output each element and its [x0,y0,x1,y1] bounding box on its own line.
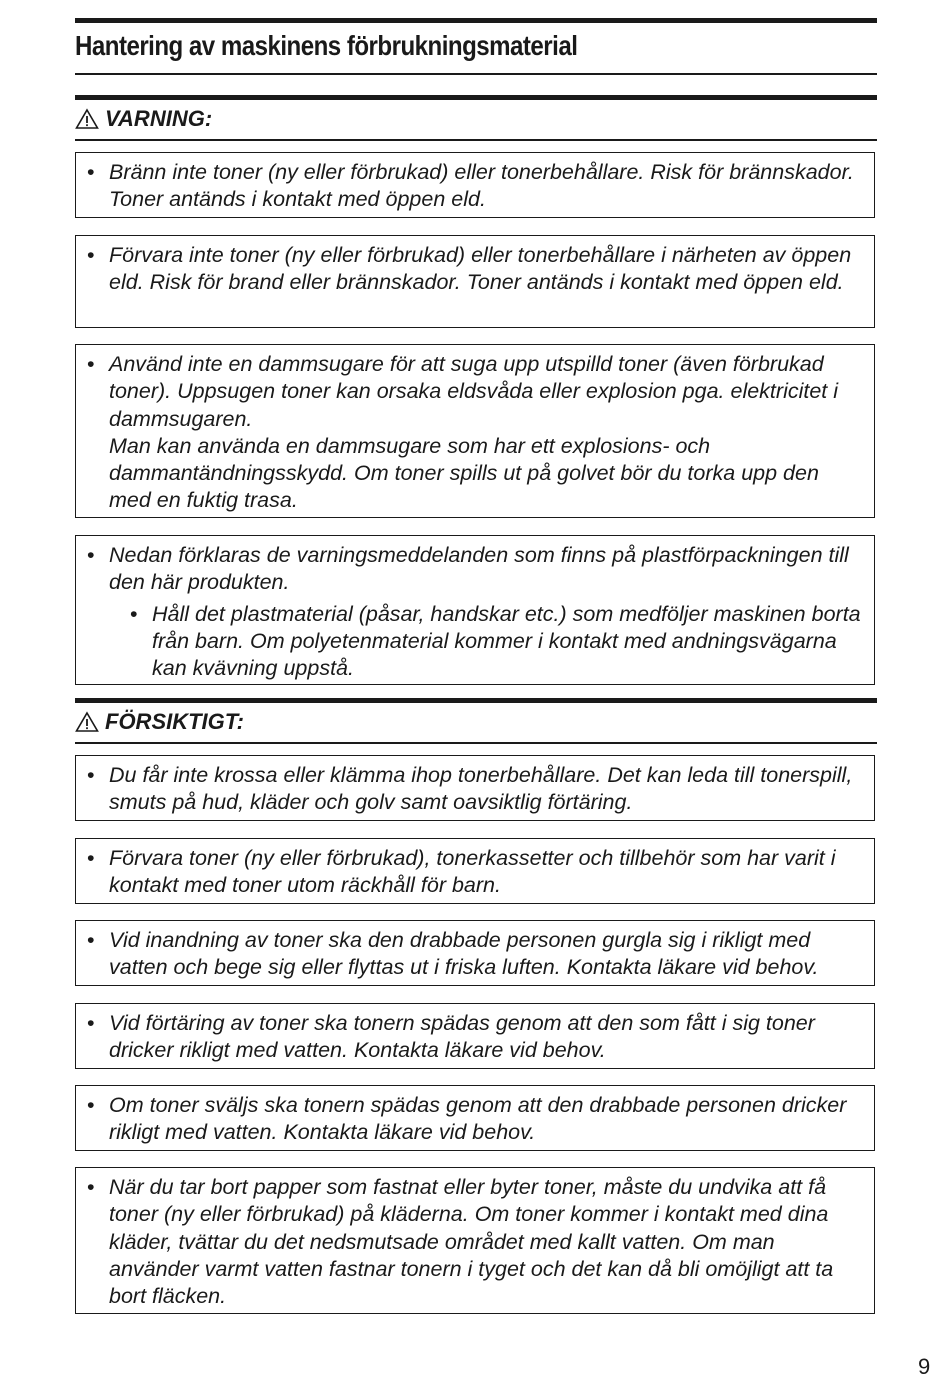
title-underline [75,73,877,75]
caution-heading [75,709,244,735]
caution-heading-rule [75,742,877,744]
caution-item-3 [75,920,875,986]
warning-item-3-text: • Använd inte en dammsugare för att suga upp utspilld toner (även förbrukad toner). Uppsugen toner kan orsaka eldsvåda eller explosion pga. elektricitet i dammsugaren. [109,351,866,433]
caution-item-1 [75,755,875,821]
warning-item-2 [75,235,875,328]
warning-triangle-icon [75,711,99,733]
warning-item-1 [75,152,875,218]
warning-item-4 [75,535,875,685]
caution-item-5-text: • Om toner sväljs ska tonern spädas genom att den drabbade personen dricker rikligt med vatten. Kontakta läkare vid behov. [109,1092,866,1147]
warning-item-4-sub: • Håll det plastmaterial (påsar, handskar etc.) som medföljer maskinen borta från barn. Om polyetenmaterial kommer i kontakt med andningsvägarna kan kvävning uppstå. [152,601,866,683]
warning-heading-rule [75,139,877,141]
caution-item-4-text: • Vid förtäring av toner ska tonern spädas genom att den som fått i sig toner dricker rikligt med vatten. Kontakta läkare vid behov. [109,1010,866,1065]
caution-item-1-text: • Du får inte krossa eller klämma ihop tonerbehållare. Det kan leda till tonerspill, smuts på hud, kläder och golv samt oavsiktlig förtäring. [109,762,866,817]
warning-heading-label: VARNING: [105,106,213,131]
caution-item-2-text: • Förvara toner (ny eller förbrukad), tonerkassetter och tillbehör som har varit i kontakt med toner utom räckhåll för barn. [109,845,866,900]
warning-top-rule [75,95,877,100]
page-number: 9 [918,1354,931,1379]
warning-triangle-icon [75,108,99,130]
caution-item-2 [75,838,875,904]
warning-item-2-text: • Förvara inte toner (ny eller förbrukad) eller tonerbehållare i närheten av öppen eld. Risk för brand eller brännskador. Toner antänds i kontakt med öppen eld. [109,242,866,297]
warning-item-3-extra: Man kan använda en dammsugare som har ett explosions- och dammantändningsskydd. Om toner spills ut på golvet bör du torka upp den med en fuktig trasa. [109,433,819,513]
caution-item-6 [75,1167,875,1314]
caution-top-rule [75,698,877,703]
caution-item-6-text: • När du tar bort papper som fastnat eller byter toner, måste du undvika att få toner (ny eller förbrukad) på kläderna. Om toner kommer i kontakt med dina kläder, tvättar du det nedsmutsade området med kallt vatten. Om man använder varmt vatten fastnar tonern i tyget och det kan då bli omöjligt att ta bort fläcken. [109,1174,866,1310]
warning-item-1-text: • Bränn inte toner (ny eller förbrukad) eller tonerbehållare. Risk för brännskador. Toner antänds i kontakt med öppen eld. [109,159,866,214]
caution-item-3-text: • Vid inandning av toner ska den drabbade personen gurgla sig i rikligt med vatten och bege sig eller flyttas ut i friska luften. Kontakta läkare vid behov. [109,927,866,982]
warning-item-4-text: • Nedan förklaras de varningsmeddelanden som finns på plastförpackningen till den här produkten. [109,542,866,597]
caution-item-5 [75,1085,875,1151]
warning-heading [75,106,212,132]
top-rule [75,18,877,23]
page-title: Hantering av maskinens förbrukningsmaterial [75,30,578,61]
caution-item-4 [75,1003,875,1069]
caution-heading-label: FÖRSIKTIGT: [105,709,244,734]
warning-item-3 [75,344,875,518]
